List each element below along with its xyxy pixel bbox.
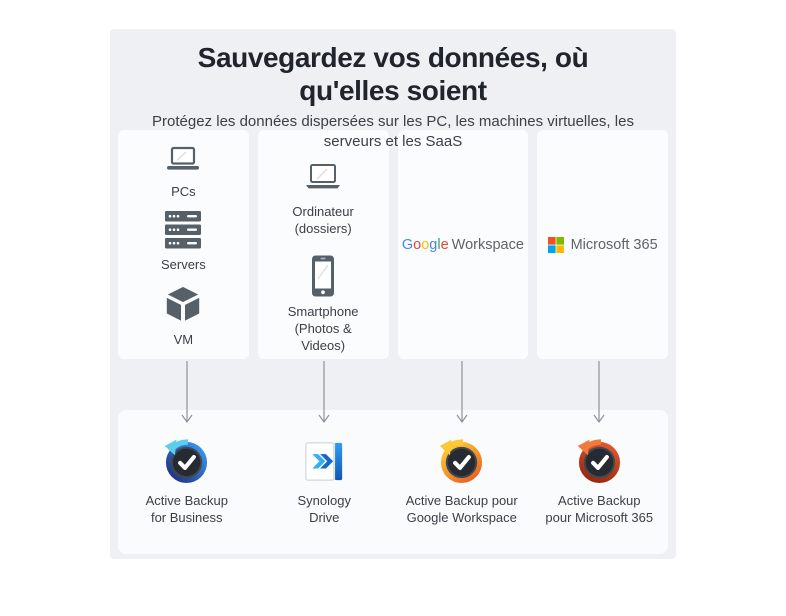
product-synology-drive [256,438,394,526]
source-item-label [292,203,353,237]
google-letter: o [413,236,422,253]
microsoft-squares-icon [548,237,564,253]
google-letter: G [401,236,414,253]
label-line: pour Microsoft 365 [545,510,654,525]
label-line: VM [173,332,194,347]
vm-cube-icon [161,282,205,326]
product-label [406,492,518,526]
title-line: qu'elles soient [299,75,487,106]
source-card-devices [118,130,249,359]
source-item-label [174,331,194,348]
server-stack-icon [161,209,205,251]
product-active-backup-google-workspace [393,438,531,526]
google-letter: l [437,236,441,253]
flow-arrows [118,359,668,410]
source-item-ordinateur [292,162,353,237]
google-workspace-logo [402,237,524,253]
label-line: (Photos & [294,320,352,336]
label-line: Active Backup [558,493,641,508]
source-item-vm [161,282,205,348]
down-arrow-icon [455,361,469,425]
workspace-wordmark: Workspace [451,236,524,253]
source-item-smartphone [288,254,359,354]
product-label [146,492,228,526]
page-title [118,41,668,107]
microsoft-365-logo [548,237,658,253]
source-card-google-workspace [398,130,529,359]
product-active-backup-business [118,438,256,526]
page [0,29,786,616]
label-line: Active Backup [145,493,228,508]
backup-overview-panel [110,29,676,559]
source-card-computer-smartphone [258,130,389,359]
label-line: Servers [160,257,206,272]
google-letter: g [429,236,438,253]
label-line: Videos) [301,337,346,353]
products-card [118,410,668,554]
source-item-servers [161,209,206,273]
page-subtitle [118,112,668,152]
source-item-label [288,303,359,354]
active-backup-microsoft-365-icon [576,438,623,485]
down-arrow-icon [317,361,331,425]
source-cards-row [118,130,668,359]
subtitle-line: Protégez les données dispersées sur les PC, les machines virtuelles, les [152,113,634,130]
laptop-icon [299,162,347,198]
title-line: Sauvegardez vos données, où [197,42,589,73]
product-active-backup-microsoft-365 [531,438,669,526]
label-line: Google Workspace [406,510,517,525]
label-line: PCs [171,184,196,199]
label-line: Synology [297,493,351,508]
label-line: for Business [150,510,223,525]
label-line: (dossiers) [294,220,352,236]
source-item-label [161,256,206,273]
source-item-pcs [161,145,205,200]
label-line: Active Backup pour [405,493,518,508]
active-backup-business-icon [163,438,210,485]
label-line: Drive [309,510,340,525]
google-letter: e [440,236,449,253]
source-card-microsoft-365 [537,130,668,359]
product-label [545,492,653,526]
down-arrow-icon [592,361,606,425]
product-label [298,492,351,526]
active-backup-google-workspace-icon [438,438,485,485]
microsoft-365-wordmark: Microsoft 365 [570,236,658,253]
google-letter: o [421,236,430,253]
subtitle-line: serveurs et les SaaS [323,133,463,150]
label-line: Ordinateur [292,203,354,219]
synology-drive-icon [301,438,348,485]
smartphone-icon [309,254,337,298]
source-item-label [171,183,196,200]
label-line: Smartphone [287,303,359,319]
down-arrow-icon [180,361,194,425]
